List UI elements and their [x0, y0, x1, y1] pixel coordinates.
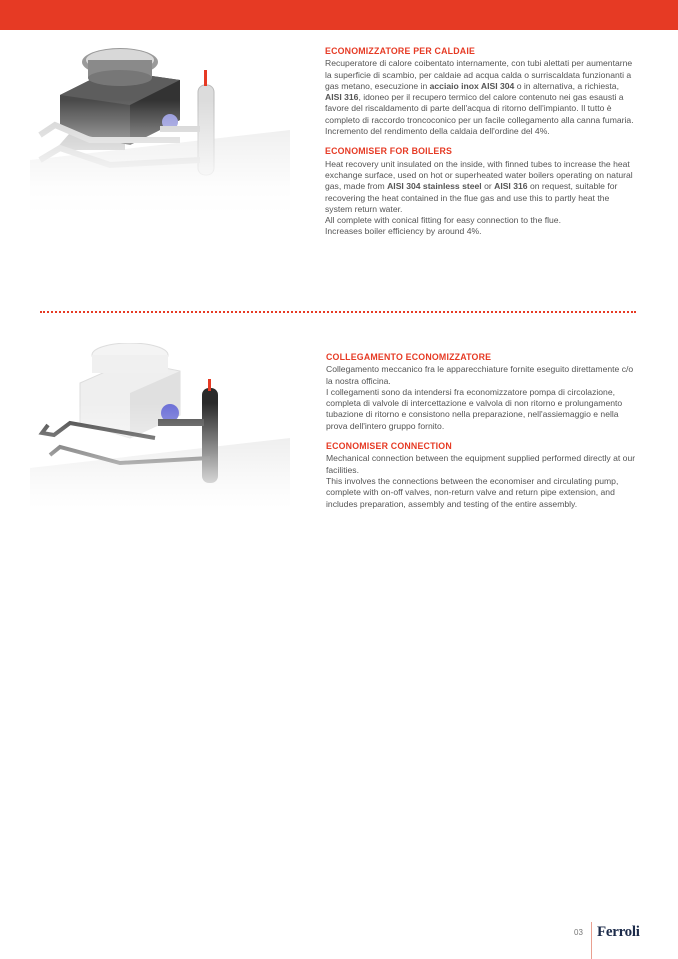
- connection-english-1: Mechanical connection between the equipment supplied performed directly at our facilities.: [326, 453, 636, 475]
- page-number: 03: [574, 928, 583, 937]
- top-red-band: [0, 0, 678, 30]
- heading-italian-2: COLLEGAMENTO ECONOMIZZATORE: [326, 352, 492, 362]
- connection-english-2: This involves the connections between the economiser and circulating pump, complete with on-off valves, non-return valve and return pipe extension, and includes preparation, assembly and testing of the entire assembly.: [326, 475, 619, 509]
- connection-italian-1: Collegamento meccanico fra le apparecchiature fornite eseguito direttamente c/o la nostra officina.: [326, 364, 634, 386]
- description-english-3: Increases boiler efficiency by around 4%.: [325, 226, 482, 237]
- heading-english-2: ECONOMISER CONNECTION: [326, 441, 452, 452]
- description-italian: Recuperatore di calore coibentato internamente, con tubi alettati per aumentarne la superficie di scambio, per caldaie ad acqua calda o surriscaldata funzionanti a gas metano, esecuzione in acciaio inox AISI 304 o in alternativa, a richiesta, AISI 316, idoneo per il recupero termico del calore contenuto nei gas esausti a favore del riscaldamento di parte dell'acqua di ritorno dell'impianto. Il tutto è completo di raccordo troncoconico per un facile collegamento alla canna fumaria. Incremento del rendimento della caldaia dell'ordine del 4%.: [325, 58, 634, 137]
- connection-illustration: [30, 343, 290, 508]
- description-english-2: All complete with conical fitting for easy connection to the flue.: [325, 215, 561, 226]
- dotted-divider: [40, 311, 636, 313]
- connection-section: [326, 352, 636, 510]
- description-english: Heat recovery unit insulated on the inside, with finned tubes to increase the heat exchange surface, used on hot or superheated water boilers operating on natural gas, made from AISI 304 stainless steel or AISI 316 on request, suitable for recovering the heat contained in the flue gas and use this to partly heat the system return water.: [325, 158, 633, 214]
- economiser-illustration: [30, 40, 290, 215]
- connection-italian-2: I collegamenti sono da intendersi fra economizzatore pompa di circolazione, completa di valvole di intercettazione e valvola di non ritorno e prolungamento tubazione di ritorno e consistono nella preparazione, nell'assiemaggio e nella prova dell'intero gruppo fornito.: [326, 386, 623, 431]
- heading-italian: ECONOMIZZATORE PER CALDAIE: [325, 46, 476, 56]
- heading-english: ECONOMISER FOR BOILERS: [325, 146, 453, 157]
- ferroli-logo: Ferroli: [597, 924, 640, 940]
- economiser-section: [325, 46, 635, 238]
- footer-separator: [591, 922, 592, 959]
